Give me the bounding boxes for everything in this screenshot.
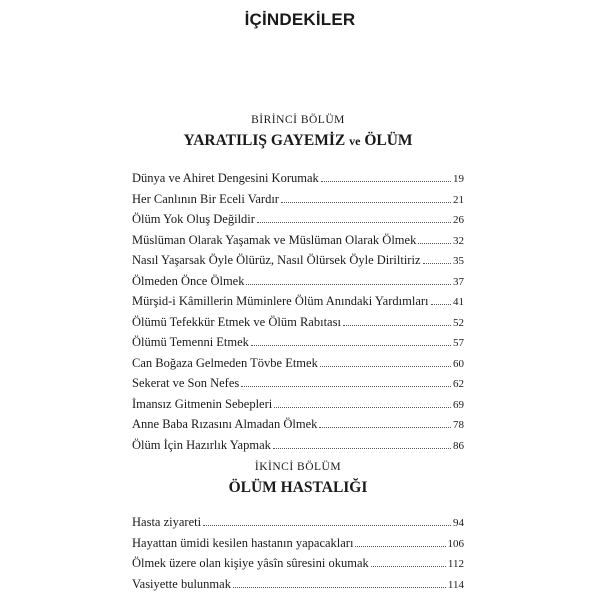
toc-entry-page: 32: [453, 234, 464, 247]
dot-leader: [251, 335, 451, 346]
toc-entry-page: 26: [453, 214, 464, 226]
toc-entry-title: Vasiyette bulunmak: [132, 576, 231, 591]
toc-entry-title: Müslüman Olarak Yaşamak ve Müslüman Olarak Ölmek: [132, 232, 417, 247]
toc-entry-title: Hasta ziyareti: [132, 515, 202, 529]
dot-leader: [241, 376, 451, 387]
section-title-main: ÖLÜM HASTALIĞI: [228, 479, 368, 496]
toc-entry: [132, 356, 464, 377]
toc-entry: [132, 274, 464, 295]
dot-leader: [233, 577, 446, 588]
toc-entry-title: Mürşid-i Kâmillerin Müminlere Ölüm Anındaki Yardımları: [132, 294, 429, 308]
toc-entry-page: 57: [453, 337, 464, 349]
toc-list: [132, 171, 464, 458]
toc-entry: [132, 536, 464, 557]
toc-entry: [132, 212, 464, 233]
toc-entry-page: 62: [453, 378, 464, 390]
dot-leader: [319, 417, 451, 428]
page-title: İÇİNDEKİLER: [244, 10, 356, 29]
toc-entry: [132, 577, 464, 598]
dot-leader: [423, 253, 452, 264]
dot-leader: [371, 556, 446, 567]
dot-leader: [257, 212, 451, 223]
dot-leader: [273, 438, 451, 449]
toc-entry-title: Can Boğaza Gelmeden Tövbe Etmek: [132, 355, 318, 370]
dot-leader: [281, 192, 451, 203]
toc-entry-title: Sekerat ve Son Nefes: [132, 376, 240, 390]
toc-entry: [132, 192, 464, 213]
toc-entry-title: Ölümü Tefekkür Etmek ve Ölüm Rabıtası: [132, 314, 341, 329]
toc-list: [132, 515, 464, 597]
toc-entry: [132, 315, 464, 336]
toc-entry-page: 69: [453, 398, 464, 411]
toc-entry: [132, 417, 464, 438]
toc-entry-title: Dünya ve Ahiret Dengesini Korumak: [132, 171, 319, 185]
toc-entry-page: 106: [447, 537, 464, 550]
toc-entry: [132, 376, 464, 397]
toc-entry-page: 60: [453, 357, 464, 370]
toc-entry-title: Her Canlının Bir Eceli Vardır: [132, 191, 279, 206]
toc-entry-page: 21: [453, 193, 464, 206]
toc-entry-page: 94: [453, 517, 464, 529]
toc-entry-page: 41: [453, 296, 464, 308]
toc-entry-page: 112: [447, 558, 464, 570]
section-2: [132, 461, 464, 597]
section-title: [132, 132, 464, 156]
toc-entry-page: 19: [453, 173, 464, 185]
section-label: BİRİNCİ BÖLÜM: [251, 114, 345, 126]
dot-leader: [431, 294, 452, 305]
section-title-end: ÖLÜM: [364, 132, 413, 149]
section-title-main: YARATILIŞ GAYEMİZ: [183, 132, 346, 149]
toc-entry-title: Anne Baba Rızasını Almadan Ölmek: [132, 417, 318, 431]
toc-entry-title: Ölmek üzere olan kişiye yâsîn sûresini okumak: [132, 556, 369, 570]
toc-entry-title: Ölüm İçin Hazırlık Yapmak: [132, 437, 271, 452]
toc-entry: [132, 335, 464, 356]
dot-leader: [320, 356, 451, 367]
toc-entry: [132, 515, 464, 536]
section-label: İKİNCİ BÖLÜM: [254, 461, 342, 473]
toc-entry: [132, 438, 464, 459]
dot-leader: [274, 397, 451, 408]
dot-leader: [418, 233, 451, 244]
section-1: [132, 114, 464, 458]
toc-entry: [132, 171, 464, 192]
toc-entry-page: 86: [453, 439, 464, 452]
dot-leader: [203, 515, 451, 526]
dot-leader: [246, 274, 451, 285]
toc-entry-page: 35: [453, 255, 464, 267]
toc-entry-page: 78: [453, 419, 464, 431]
toc-entry: [132, 556, 464, 577]
toc-entry-title: Hayattan ümidi kesilen hastanın yapacakları: [132, 535, 354, 550]
toc-entry-page: 37: [453, 275, 464, 288]
toc-entry: [132, 233, 464, 254]
toc-entry-page: 52: [453, 316, 464, 329]
toc-entry-title: İmansız Gitmenin Sebepleri: [132, 396, 273, 411]
toc-entry-title: Ölüm Yok Oluş Değildir: [132, 212, 255, 226]
section-title: [132, 479, 464, 503]
toc-entry-title: Ölümü Temenni Etmek: [132, 335, 249, 349]
toc-entry-title: Nasıl Yaşarsak Öyle Ölürüz, Nasıl Ölürsek Öyle Diriltiriz: [132, 253, 421, 267]
toc-entry: [132, 397, 464, 418]
toc-entry-page: 114: [447, 578, 464, 591]
toc-entry: [132, 253, 464, 274]
toc-entry-title: Ölmeden Önce Ölmek: [132, 273, 245, 288]
toc-entry: [132, 294, 464, 315]
section-title-joiner: ve: [349, 134, 361, 148]
dot-leader: [355, 536, 445, 547]
dot-leader: [321, 171, 451, 182]
dot-leader: [343, 315, 451, 326]
